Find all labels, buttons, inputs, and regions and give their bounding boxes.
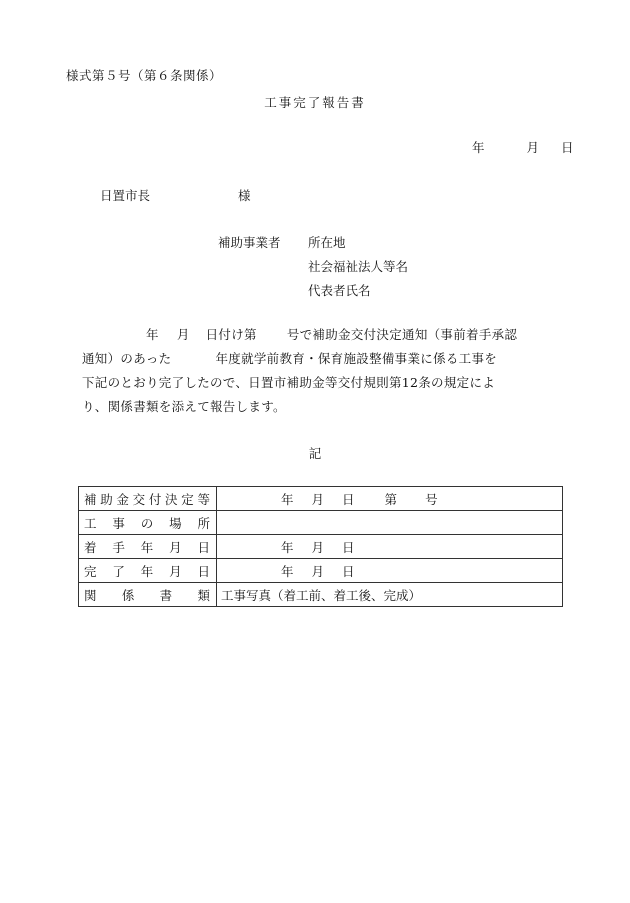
body-project-text: 年度就学前教育・保育施設整備事業に係る工事を [215, 351, 498, 366]
decision-month: 月 [311, 491, 325, 507]
applicant-address-field[interactable]: 所在地 [308, 235, 346, 250]
table-row [79, 487, 563, 511]
date-day: 日 [561, 140, 574, 155]
row-label-start-date: 着手年月日 [79, 535, 217, 559]
start-day: 日 [342, 539, 355, 555]
date-year: 年 [472, 140, 485, 155]
table-row [79, 559, 563, 583]
start-year: 年 [281, 539, 294, 555]
table-row [79, 583, 563, 607]
start-date-value[interactable] [217, 535, 563, 559]
body-line-2 [82, 347, 562, 371]
completion-day: 日 [342, 563, 355, 579]
form-number: 様式第５号（第６条関係） [66, 68, 223, 83]
addressee-name: 日置市長 [100, 188, 151, 203]
addressee-honorific: 様 [238, 188, 251, 203]
body-year: 年 [146, 327, 159, 342]
start-month: 月 [311, 539, 325, 555]
applicant-label: 補助事業者 [218, 235, 281, 250]
completion-year: 年 [281, 563, 294, 579]
subsidy-decision-value[interactable] [217, 487, 563, 511]
decision-dai: 第 [384, 491, 398, 507]
table-row [79, 511, 563, 535]
construction-site-value[interactable] [217, 511, 563, 535]
row-label-related-documents: 関係書類 [79, 583, 217, 607]
body-notice-text: 号で補助金交付決定通知（事前着手承認 [286, 327, 518, 342]
body-line-4: り、関係書類を添えて報告します。 [82, 399, 286, 414]
addressee [100, 186, 251, 204]
body-month: 月 [176, 327, 190, 342]
decision-year: 年 [281, 491, 294, 507]
body-notice-end: 通知）のあった [82, 351, 172, 366]
report-body [82, 323, 562, 419]
applicant-representative-field[interactable]: 代表者氏名 [308, 283, 371, 298]
row-label-subsidy-decision: 補助金交付決定等 [79, 487, 217, 511]
applicant-corporation-field[interactable]: 社会福祉法人等名 [308, 259, 409, 274]
completion-date-value[interactable] [217, 559, 563, 583]
detail-table [78, 486, 563, 607]
date-month: 月 [526, 140, 540, 155]
decision-go: 号 [425, 491, 438, 507]
row-label-construction-site: 工事の場所 [79, 511, 217, 535]
document-title: 工事完了報告書 [264, 95, 366, 110]
completion-month: 月 [311, 563, 325, 579]
ki-heading: 記 [308, 446, 322, 461]
body-line-1 [82, 323, 562, 347]
report-date[interactable] [472, 138, 574, 156]
table-row [79, 535, 563, 559]
decision-day: 日 [342, 491, 355, 507]
body-line-3: 下記のとおり完了したので、日置市補助金等交付規則第12条の規定によ [82, 375, 496, 390]
related-documents-value: 工事写真（着工前、着工後、完成） [217, 583, 563, 607]
body-date-prefix: 日付け第 [205, 327, 257, 342]
row-label-completion-date: 完了年月日 [79, 559, 217, 583]
